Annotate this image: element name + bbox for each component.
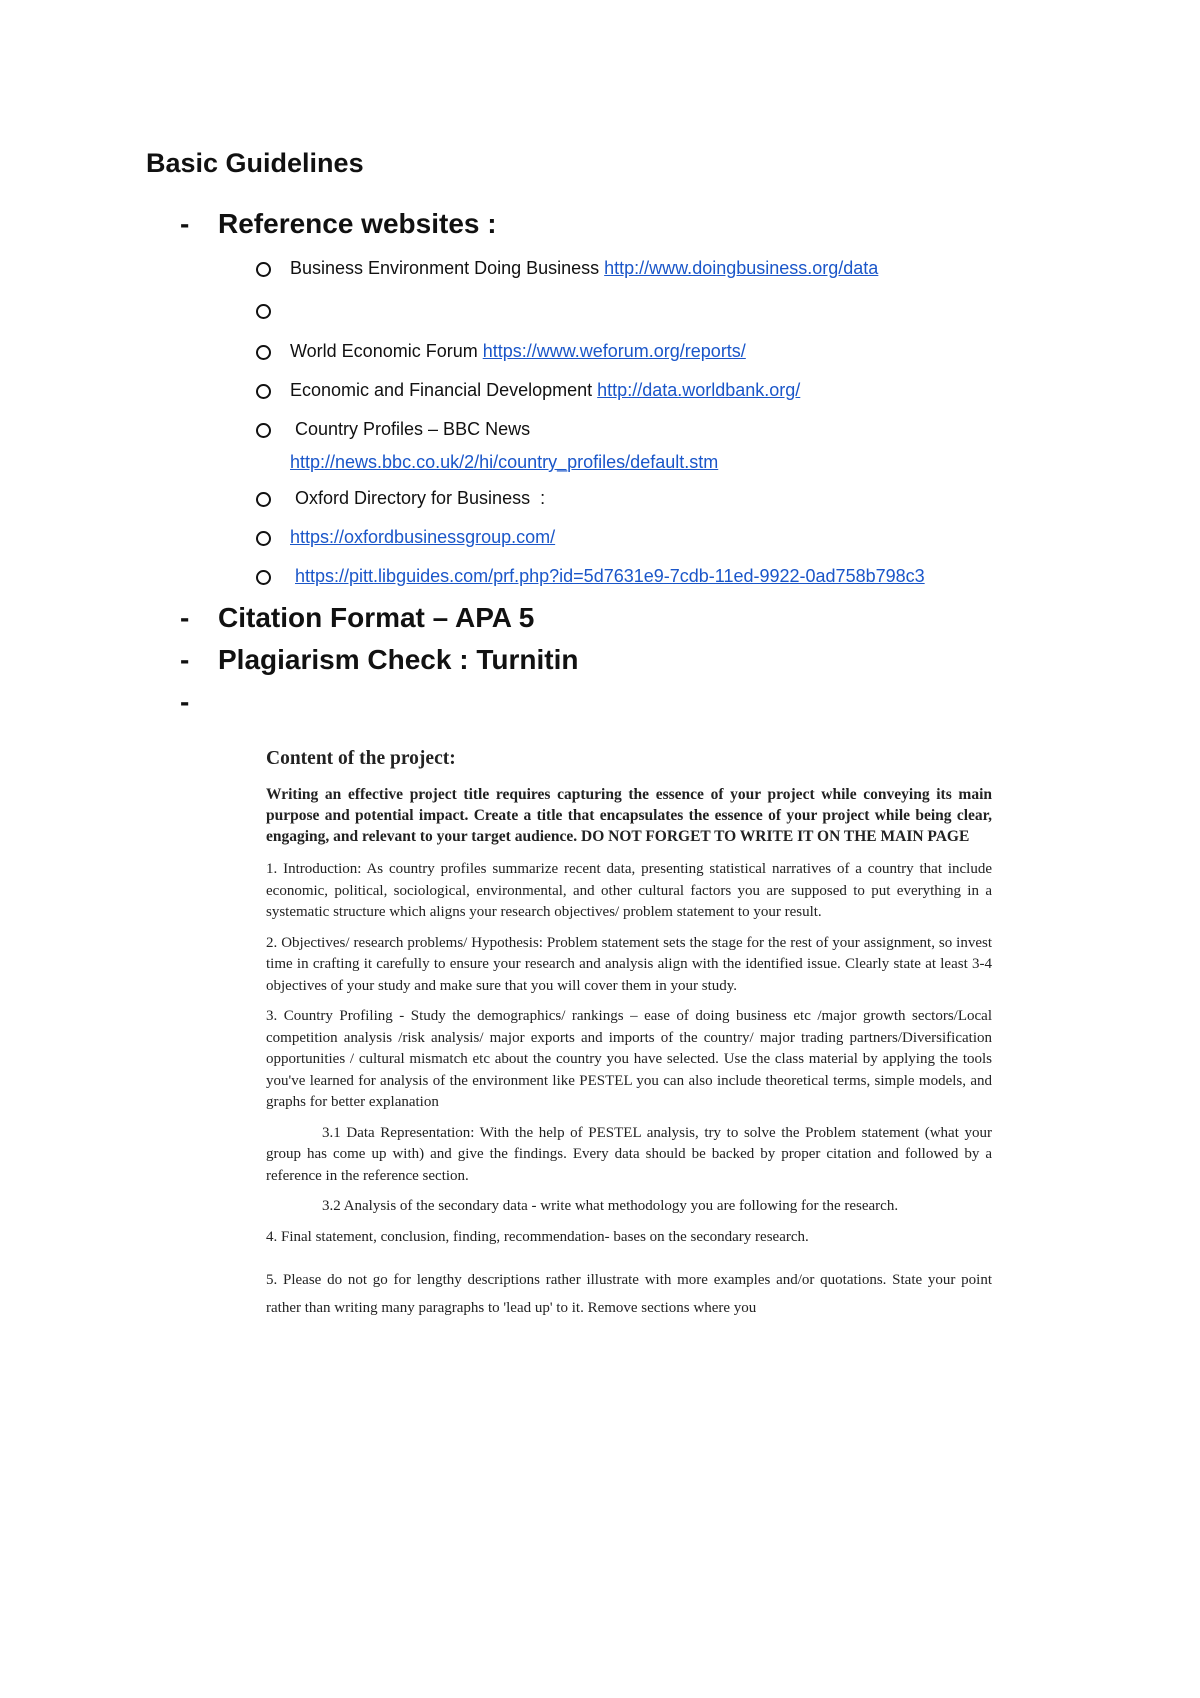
circle-bullet-icon <box>256 345 271 360</box>
page-heading: Basic Guidelines <box>146 148 364 178</box>
final-statement-paragraph: 4. Final statement, conclusion, finding, recommendation- bases on the secondary research. <box>266 1228 809 1245</box>
reference-label: Business Environment Doing Business <box>290 258 605 278</box>
reference-label: Country Profiles – BBC News <box>290 419 531 439</box>
reference-websites-label: Reference websites : <box>218 208 497 239</box>
bbc-country-profiles-link[interactable]: http://news.bbc.co.uk/2/hi/country_profiles/default.stm <box>290 452 719 472</box>
objectives-paragraph: 2. Objectives/ research problems/ Hypothesis: Problem statement sets the stage for the rest of your assignment, so invest time in crafting it carefully to ensure your research and analysis align with the identified issue. Clearly state at least 3-4 objectives of your study and make sure that you will cover them in your study. <box>266 934 992 994</box>
dash-marker: - <box>180 208 190 239</box>
reference-label: Economic and Financial Development <box>290 380 598 400</box>
project-content-section <box>266 748 992 1331</box>
introduction-paragraph: 1. Introduction: As country profiles summarize recent data, presenting statistical narratives of a country that include economic, political, sociological, environmental, and other cultural factors you are supposed to put everything in a systematic structure which aligns your research objectives/ problem statement to your result. <box>266 861 992 920</box>
content-lead-paragraph: Writing an effective project title requires capturing the essence of your project while conveying its main purpose and potential impact. Create a title that encapsulates the essence of your project while being clear, engaging, and relevant to your target audience. DO NOT FORGET TO WRITE IT ON THE MAIN PAGE <box>266 786 992 845</box>
circle-bullet-icon <box>256 570 271 585</box>
circle-bullet-icon <box>256 423 271 438</box>
plagiarism-check-item <box>180 644 579 676</box>
circle-bullet-icon <box>256 492 271 507</box>
dash-marker: - <box>180 686 190 717</box>
country-profiling-paragraph: 3. Country Profiling - Study the demographics/ rankings – ease of doing business etc /major growth sectors/Local competition analysis /risk analysis/ major exports and imports of the country/ major trading partners/Diversification opportunities / cultural mismatch etc about the country you have selected. Use the class material by applying the tools you've learned for analysis of the environment like PESTEL you can also include theoretical terms, simple models, and graphs for better explanation <box>266 1008 992 1110</box>
circle-bullet-icon <box>256 262 271 277</box>
reference-label: World Economic Forum <box>290 341 483 361</box>
reference-label: Oxford Directory for Business : <box>290 488 546 508</box>
descriptions-paragraph: 5. Please do not go for lengthy descriptions rather illustrate with more examples and/or quotations. State your point rather than writing many paragraphs to 'lead up' to it. Remove sections where you <box>266 1272 992 1316</box>
pitt-libguides-link[interactable]: https://pitt.libguides.com/prf.php?id=5d7631e9-7cdb-11ed-9922-0ad758b798c3 <box>295 566 925 586</box>
citation-format-item <box>180 602 535 634</box>
worldbank-link[interactable]: http://data.worldbank.org/ <box>597 380 801 400</box>
content-title: Content of the project: <box>266 748 456 769</box>
bbc-link-line <box>290 452 718 473</box>
oxfordbusinessgroup-link[interactable]: https://oxfordbusinessgroup.com/ <box>290 527 556 547</box>
empty-list-item <box>180 686 218 718</box>
reference-websites-item <box>180 208 497 240</box>
circle-bullet-icon <box>256 304 271 319</box>
weforum-link[interactable]: https://www.weforum.org/reports/ <box>482 341 746 361</box>
plagiarism-check-label: Plagiarism Check : Turnitin <box>218 644 579 675</box>
dash-marker: - <box>180 644 190 675</box>
secondary-data-paragraph: 3.2 Analysis of the secondary data - write what methodology you are following for the research. <box>322 1198 899 1214</box>
doingbusiness-link[interactable]: http://www.doingbusiness.org/data <box>604 258 879 278</box>
dash-marker: - <box>180 602 190 633</box>
data-representation-paragraph: 3.1 Data Representation: With the help of PESTEL analysis, try to solve the Problem statement (what your group has come up with) and give the findings. Every data should be backed by proper citation and followed by a reference in the reference section. <box>266 1124 992 1184</box>
circle-bullet-icon <box>256 384 271 399</box>
circle-bullet-icon <box>256 531 271 546</box>
citation-format-label: Citation Format – APA 5 <box>218 602 535 633</box>
